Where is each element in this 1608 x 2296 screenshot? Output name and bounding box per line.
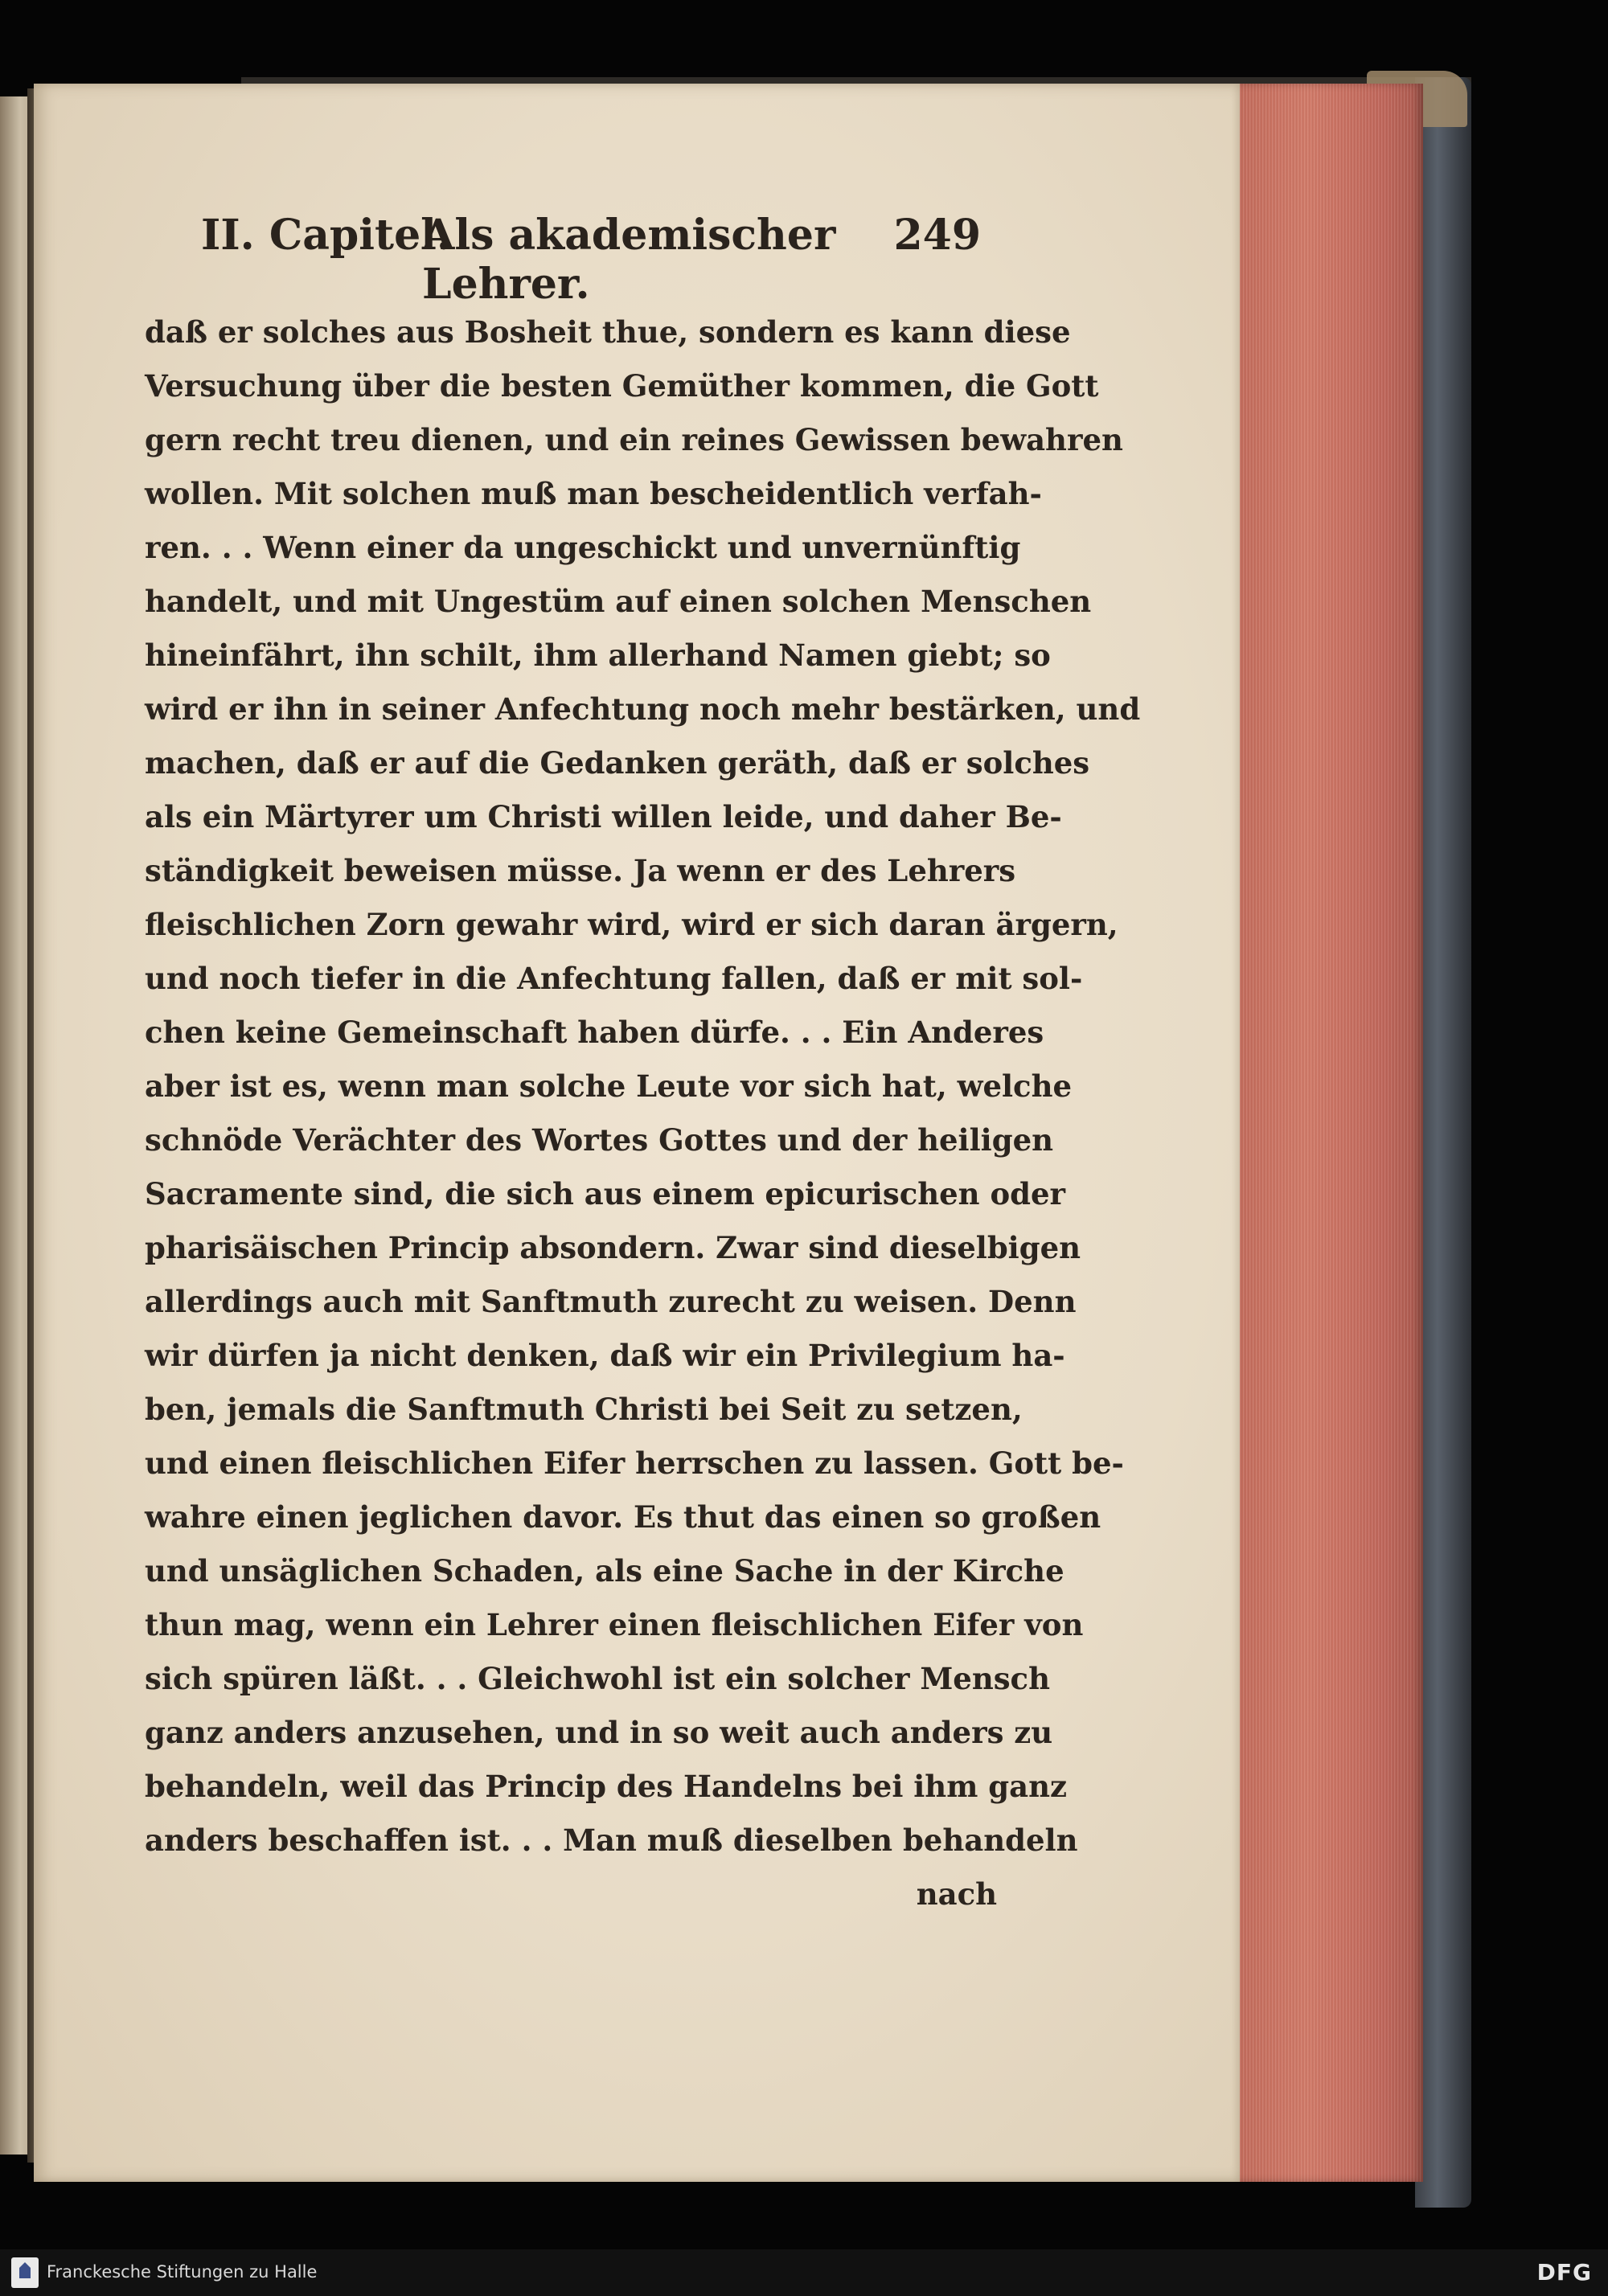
text-line: handelt, und mit Ungestüm auf einen solchen Menschen	[145, 584, 1092, 619]
text-line: schnöde Verächter des Wortes Gottes und der heiligen	[145, 1122, 1054, 1158]
text-line: Sacramente sind, die sich aus einem epicurischen oder	[145, 1176, 1066, 1212]
text-line: wahre einen jeglichen davor. Es thut das einen so großen	[145, 1499, 1101, 1535]
body-text	[145, 305, 1141, 1921]
text-line: und unsäglichen Schaden, als eine Sache in der Kirche	[145, 1553, 1064, 1589]
text-line: daß er solches aus Bosheit thue, sondern es kann diese	[145, 314, 1071, 350]
text-line: fleischlichen Zorn gewahr wird, wird er sich daran ärgern,	[145, 907, 1118, 942]
text-line: thun mag, wenn ein Lehrer einen fleischlichen Eifer von	[145, 1607, 1084, 1642]
institution-name: Franckesche Stiftungen zu Halle	[47, 2262, 318, 2282]
running-title: Als akademischer Lehrer.	[422, 211, 836, 309]
page-number: 249	[893, 211, 981, 260]
text-line: wird er ihn in seiner Anfechtung noch mehr bestärken, und	[145, 691, 1141, 727]
text-line: Versuchung über die besten Gemüther kommen, die Gott	[145, 368, 1099, 404]
text-line: wir dürfen ja nicht denken, daß wir ein Privilegium ha-	[145, 1338, 1065, 1373]
text-line: ständigkeit beweisen müsse. Ja wenn er des Lehrers	[145, 853, 1016, 888]
viewer-footer	[0, 2249, 1608, 2296]
text-line: als ein Märtyrer um Christi willen leide, und daher Be-	[145, 799, 1062, 834]
text-line: allerdings auch mit Sanftmuth zurecht zu weisen. Denn	[145, 1284, 1077, 1319]
dfg-badge: DFG	[1536, 2259, 1592, 2286]
text-line: pharisäischen Princip absondern. Zwar sind dieselbigen	[145, 1230, 1081, 1265]
catchword: nach	[916, 1876, 997, 1912]
text-line: ben, jemals die Sanftmuth Christi bei Seit zu setzen,	[145, 1392, 1023, 1427]
running-header	[201, 211, 981, 309]
text-line: ganz anders anzusehen, und in so weit auch anders zu	[145, 1715, 1053, 1750]
text-line: hineinfährt, ihn schilt, ihm allerhand Namen giebt; so	[145, 638, 1051, 673]
text-line: ren. . . Wenn einer da ungeschickt und unvernünftig	[145, 530, 1021, 565]
page-block-edge	[1230, 84, 1423, 2182]
text-line: behandeln, weil das Princip des Handelns bei ihm ganz	[145, 1769, 1067, 1804]
institution-logo-icon	[11, 2257, 39, 2288]
text-line: aber ist es, wenn man solche Leute vor sich hat, welche	[145, 1068, 1073, 1104]
text-line: anders beschaffen ist. . . Man muß dieselben behandeln	[145, 1822, 1078, 1858]
text-line: gern recht treu dienen, und ein reines Gewissen bewahren	[145, 422, 1123, 457]
chapter-label: II. Capitel.	[201, 211, 452, 260]
text-line: und einen fleischlichen Eifer herrschen zu lassen. Gott be-	[145, 1445, 1124, 1481]
text-line: chen keine Gemeinschaft haben dürfe. . . Ein Anderes	[145, 1015, 1044, 1050]
text-line: wollen. Mit solchen muß man bescheidentlich verfah-	[145, 476, 1042, 511]
text-line: sich spüren läßt. . . Gleichwohl ist ein solcher Mensch	[145, 1661, 1050, 1696]
text-line: machen, daß er auf die Gedanken geräth, daß er solches	[145, 745, 1090, 781]
text-line: und noch tiefer in die Anfechtung fallen, daß er mit sol-	[145, 961, 1083, 996]
cover-spine-edge	[1415, 77, 1471, 2208]
